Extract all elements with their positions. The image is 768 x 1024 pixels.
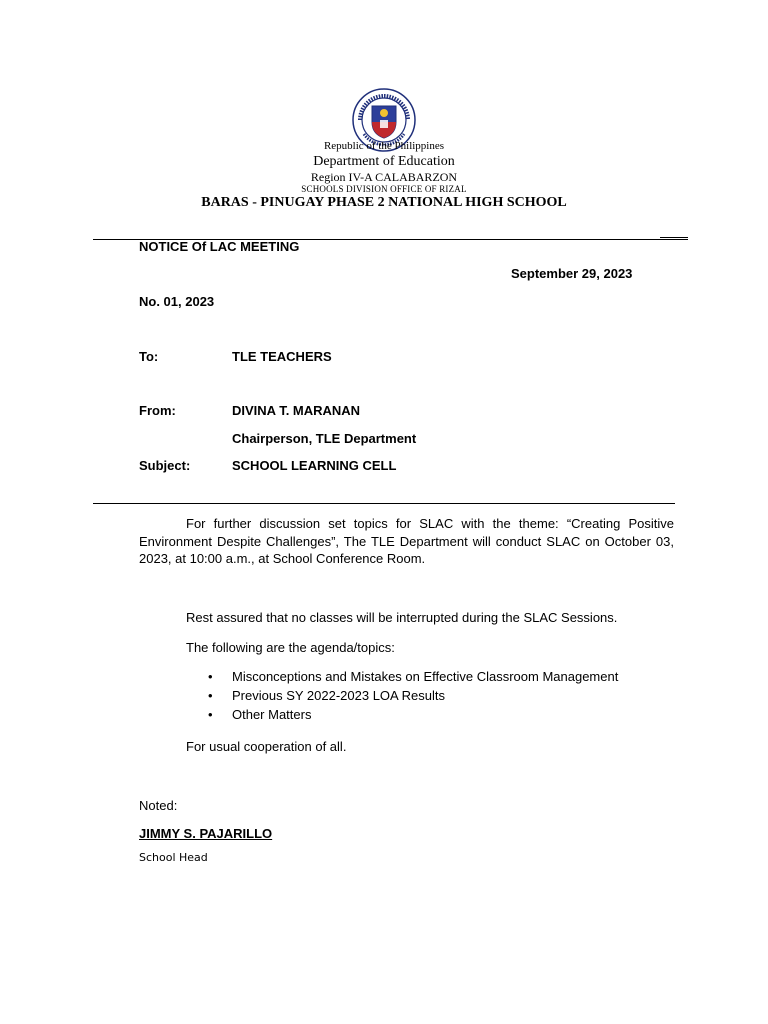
memo-title: NOTICE Of LAC MEETING — [139, 239, 300, 254]
school-name: BARAS - PINUGAY PHASE 2 NATIONAL HIGH SCHOOL — [201, 195, 567, 210]
list-item: • Previous SY 2022-2023 LOA Results — [186, 686, 618, 705]
division-name: SCHOOLS DIVISION OFFICE OF RIZAL — [301, 184, 467, 194]
list-item: • Misconceptions and Mistakes on Effective Classroom Management — [186, 667, 618, 686]
region-name: Region IV-A CALABARZON — [310, 170, 458, 184]
bullet-icon: • — [208, 707, 213, 723]
from-name: DIVINA T. MARANAN — [232, 403, 361, 418]
republic-line: Republic of the Philippines — [323, 140, 445, 152]
memo-divider — [93, 503, 675, 504]
body-paragraph-2: Rest assured that no classes will be interrupted during the SLAC Sessions. — [186, 610, 618, 625]
subject-label: Subject: — [139, 458, 191, 473]
subject-value: SCHOOL LEARNING CELL — [232, 458, 397, 473]
bullet-icon: • — [208, 669, 213, 684]
bullet-icon: • — [208, 688, 213, 704]
memo-number: No. 01, 2023 — [139, 294, 215, 309]
signatory-name: JIMMY S. PAJARILLO — [139, 826, 273, 841]
closing-line: For usual cooperation of all. — [186, 739, 347, 754]
list-item: • Other Matters — [186, 705, 618, 724]
body-paragraph-1: For further discussion set topics for SLAC with the theme: “Creating Positive Environment Despite Challenges”, The TLE Department will conduct SLAC on October 03, 2023, at 10:00 a.m., at School Conference Room. — [139, 516, 674, 566]
department-name: Department of Education — [313, 154, 455, 169]
to-value: TLE TEACHERS — [232, 349, 332, 364]
memo-date: September 29, 2023 — [511, 266, 633, 281]
noted-label: Noted: — [139, 798, 178, 813]
signatory-title: School Head — [139, 851, 208, 864]
body-paragraph-3: The following are the agenda/topics: — [186, 640, 395, 655]
to-label: To: — [139, 349, 159, 364]
from-label: From: — [139, 403, 176, 418]
from-position: Chairperson, TLE Department — [232, 431, 417, 446]
agenda-list — [186, 667, 618, 725]
header-divider-accent — [660, 237, 688, 238]
